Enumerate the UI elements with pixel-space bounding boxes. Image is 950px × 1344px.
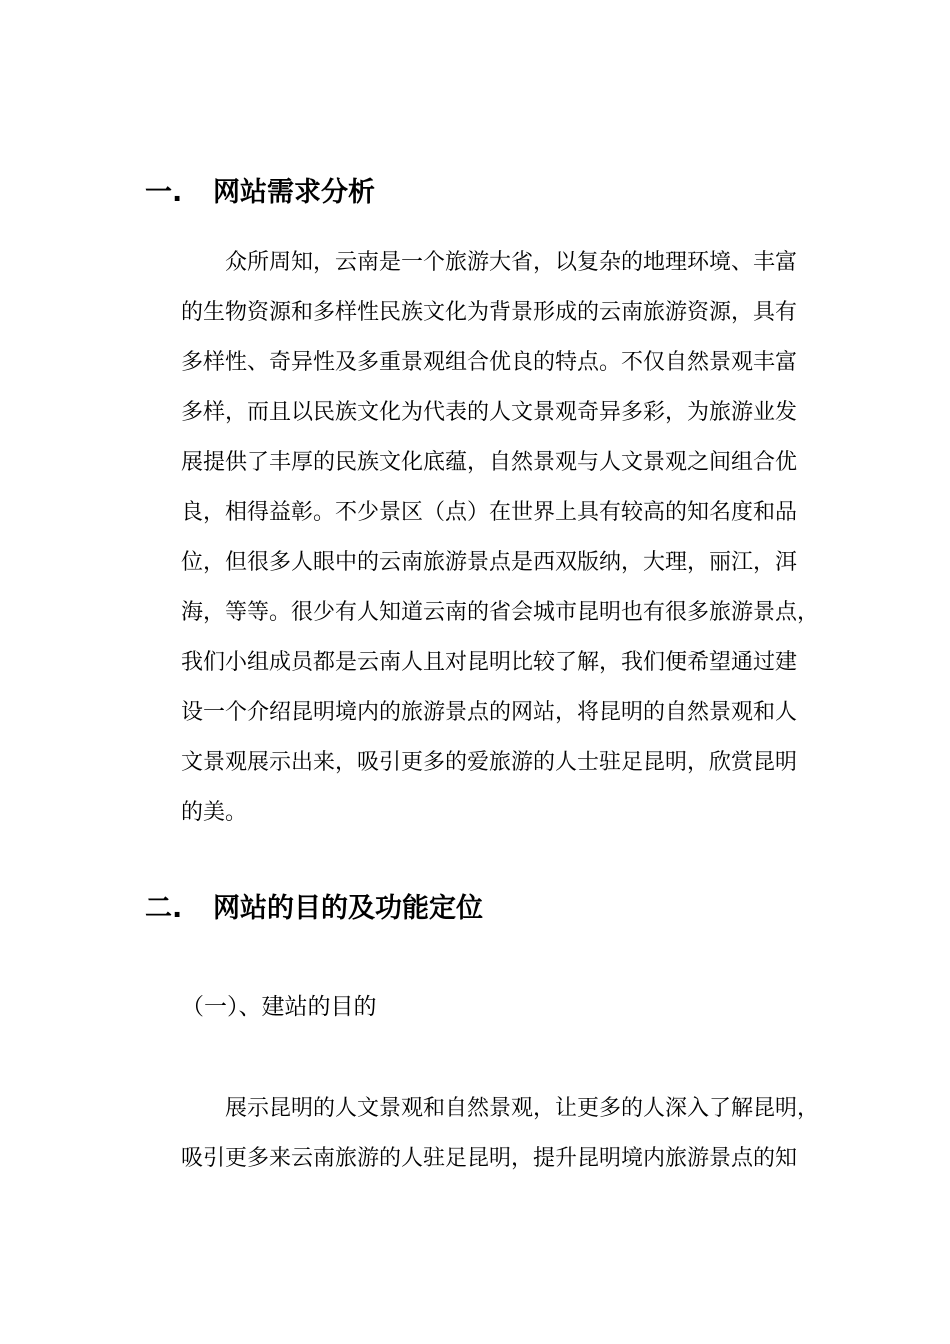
paragraph-line: 设一个介绍昆明境内的旅游景点的网站，将昆明的自然景观和人 bbox=[181, 700, 798, 725]
paragraph-line: 的美。 bbox=[181, 800, 248, 825]
section-2-number: 二. bbox=[145, 893, 183, 924]
paragraph-line: 展示昆明的人文景观和自然景观，让更多的人深入了解昆明， bbox=[181, 1096, 820, 1121]
subsection-paragraph bbox=[181, 1084, 821, 1184]
paragraph-line: 多样性、奇异性及多重景观组合优良的特点。不仅自然景观丰富 bbox=[181, 350, 798, 375]
section-1-title: 网站需求分析 bbox=[213, 177, 375, 208]
paragraph-line: 文景观展示出来，吸引更多的爱旅游的人士驻足昆明，欣赏昆明 bbox=[181, 750, 798, 775]
paragraph-line: 众所周知，云南是一个旅游大省，以复杂的地理环境、丰富 bbox=[181, 250, 798, 275]
paragraph-line: 吸引更多来云南旅游的人驻足昆明，提升昆明境内旅游景点的知 bbox=[181, 1146, 798, 1171]
section-2-heading bbox=[145, 891, 483, 927]
section-1-paragraph bbox=[181, 238, 821, 838]
paragraph-line: 多样，而且以民族文化为代表的人文景观奇异多彩，为旅游业发 bbox=[181, 400, 798, 425]
paragraph-line: 的生物资源和多样性民族文化为背景形成的云南旅游资源，具有 bbox=[181, 300, 798, 325]
subsection-heading: （一）、建站的目的 bbox=[181, 994, 377, 1020]
paragraph-line: 位，但很多人眼中的云南旅游景点是西双版纳，大理，丽江，洱 bbox=[181, 550, 798, 575]
section-1-number: 一. bbox=[145, 177, 183, 208]
paragraph-line: 我们小组成员都是云南人且对昆明比较了解，我们便希望通过建 bbox=[181, 650, 798, 675]
section-2-title: 网站的目的及功能定位 bbox=[213, 893, 483, 924]
section-1-heading bbox=[145, 175, 375, 211]
paragraph-line: 良，相得益彰。不少景区（点）在世界上具有较高的知名度和品 bbox=[181, 500, 798, 525]
paragraph-line: 海，等等。很少有人知道云南的省会城市昆明也有很多旅游景点， bbox=[181, 600, 820, 625]
paragraph-line: 展提供了丰厚的民族文化底蕴，自然景观与人文景观之间组合优 bbox=[181, 450, 798, 475]
